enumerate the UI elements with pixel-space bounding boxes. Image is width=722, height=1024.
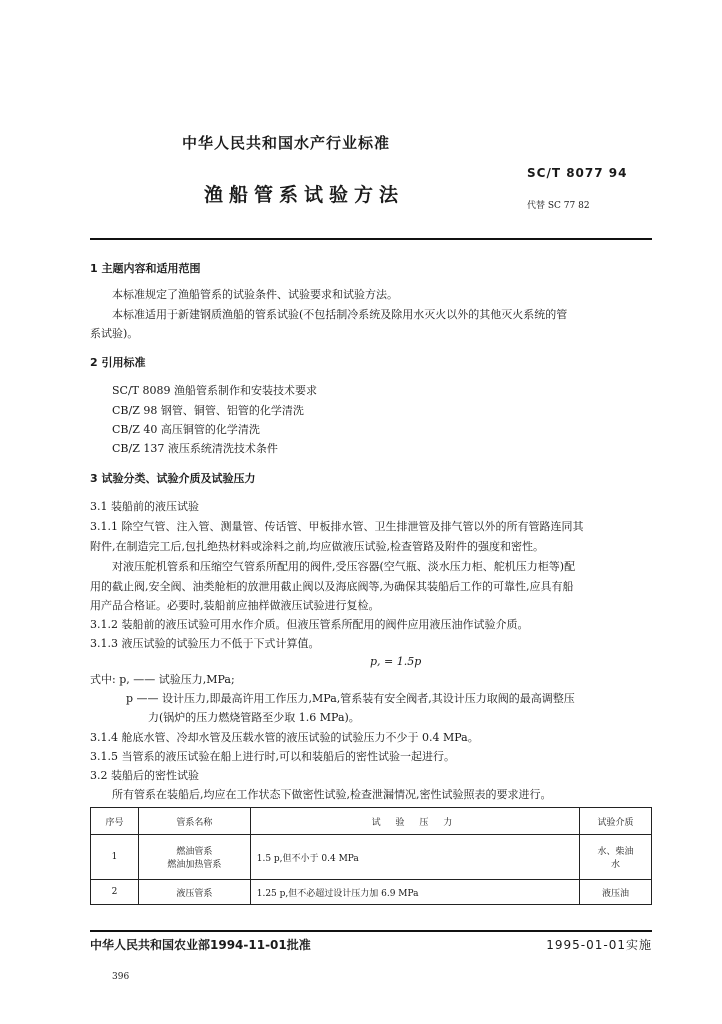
paragraph: 系试验)。 [90, 327, 139, 340]
table-header-row [91, 808, 652, 835]
table-cell-name-line: 燃油加热管系 [167, 860, 222, 870]
table-cell-no: 1 [91, 835, 139, 880]
issuer-heading: 中华人民共和国水产行业标准 [182, 134, 391, 152]
table-cell-medium-line: 水、柴油 [597, 847, 634, 857]
test-requirements-table [90, 807, 652, 905]
formula-where-2: p —— 设计压力,即最高许用工作压力,MPa,管系装有安全阀者,其设计压力取阀的最高调整压 [126, 692, 575, 705]
section-2-heading: 2 引用标准 [90, 356, 146, 369]
table-cell-medium: 液压油 [580, 880, 652, 905]
paragraph: 所有管系在装船后,均应在工作状态下做密性试验,检查泄漏情况,密性试验照表的要求进行。 [112, 788, 552, 801]
section-1-heading: 1 主题内容和适用范围 [90, 262, 201, 275]
reference-item: CB/Z 40 高压铜管的化学清洗 [112, 423, 260, 436]
table-header-cell: 管系名称 [138, 808, 250, 835]
table-cell-medium [580, 835, 652, 880]
paragraph: 本标准适用于新建钢质渔船的管系试验(不包括制冷系统及除用水灭火以外的其他灭火系统的管 [112, 308, 568, 321]
reference-item: SC/T 8089 渔船管系制作和安装技术要求 [112, 384, 317, 397]
paragraph: 附件,在制造完工后,包扎绝热材料或涂料之前,均应做液压试验,检查管路及附件的强度和密性。 [90, 540, 544, 553]
table-cell-no: 2 [91, 880, 139, 905]
table-cell-medium-line: 水 [611, 860, 621, 870]
clause-3-2: 3.2 装船后的密性试验 [90, 769, 199, 782]
table-header-cell: 序号 [91, 808, 139, 835]
table-header-cell: 试 验 压 力 [250, 808, 579, 835]
page-number: 396 [112, 972, 130, 982]
table-row [91, 835, 652, 880]
approval-line: 中华人民共和国农业部1994-11-01批准 [90, 938, 311, 952]
standard-code: SC/T 8077 94 [527, 166, 628, 180]
clause-3-1: 3.1 装船前的液压试验 [90, 500, 199, 513]
formula: p, = 1.5p [370, 655, 422, 668]
formula-where-1: 式中: p, —— 试验压力,MPa; [90, 673, 235, 686]
clause-3-1-2: 3.1.2 装船前的液压试验可用水作介质。但液压管系所配用的阀件应用液压油作试验介质。 [90, 618, 529, 631]
table-header-cell: 试验介质 [580, 808, 652, 835]
reference-item: CB/Z 98 钢管、铜管、铝管的化学清洗 [112, 404, 304, 417]
document-title: 渔船管系试验方法 [204, 184, 405, 206]
paragraph: 用产品合格证。必要时,装船前应抽样做液压试验进行复检。 [90, 599, 380, 612]
clause-3-1-1: 3.1.1 除空气管、注入管、测量管、传话管、甲板排水管、卫生排泄管及排气管以外的所有管路连同其 [90, 520, 584, 533]
clause-3-1-4: 3.1.4 舱底水管、冷却水管及压载水管的液压试验的试验压力不少于 0.4 MPa。 [90, 731, 479, 744]
paragraph: 用的截止阀,安全阀、油类舱柜的放泄用截止阀以及海底阀等,为确保其装船后工作的可靠性,应具有船 [90, 580, 574, 593]
effective-date: 1995-01-01实施 [546, 938, 652, 952]
table-cell-pressure: 1.25 p,但不必超过设计压力加 6.9 MPa [250, 880, 579, 905]
paragraph: 本标准规定了渔船管系的试验条件、试验要求和试验方法。 [112, 288, 398, 301]
table-row [91, 880, 652, 905]
section-3-heading: 3 试验分类、试验介质及试验压力 [90, 472, 256, 485]
paragraph: 对液压舵机管系和压缩空气管系所配用的阀件,受压容器(空气瓶、淡水压力柜、舵机压力柜等)配 [112, 560, 576, 573]
clause-3-1-5: 3.1.5 当管系的液压试验在船上进行时,可以和装船后的密性试验一起进行。 [90, 750, 455, 763]
clause-3-1-3: 3.1.3 液压试验的试验压力不低于下式计算值。 [90, 637, 320, 650]
formula-where-3: 力(锅炉的压力燃烧管路至少取 1.6 MPa)。 [148, 711, 360, 724]
footer-rule [90, 930, 652, 932]
reference-item: CB/Z 137 液压系统清洗技术条件 [112, 442, 278, 455]
table-cell-pressure: 1.5 p,但不小于 0.4 MPa [250, 835, 579, 880]
header-rule [90, 238, 652, 240]
table-cell-name-line: 燃油管系 [176, 847, 213, 857]
table-cell-name: 液压管系 [138, 880, 250, 905]
table-cell-name [138, 835, 250, 880]
replaces-note: 代替 SC 77 82 [527, 201, 590, 211]
